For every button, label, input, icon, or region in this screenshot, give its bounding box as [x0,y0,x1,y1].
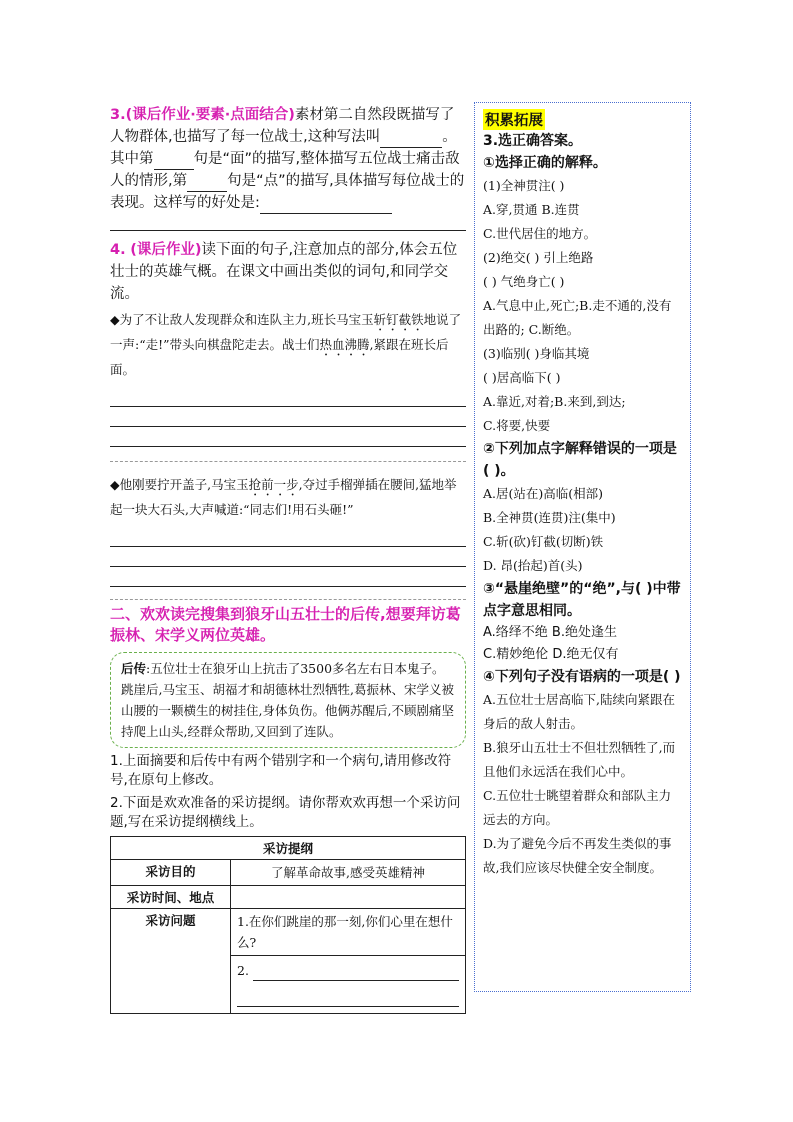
answer-line[interactable] [110,527,466,547]
sq4-option-d: D.为了避免今后不再发生类似的事故,我们应该尽快健全安全制度。 [483,836,672,875]
time-place-value[interactable] [231,886,466,909]
table-title: 采访提纲 [111,837,466,860]
q3-blank-4[interactable] [260,198,392,214]
answer-line[interactable] [110,407,466,427]
sq1-line: A.气息中止,死亡;B.走不通的,没有出路的; C.断绝。 [483,298,672,337]
sq2-option-d: D. 昂(抬起)首(头) [483,558,583,573]
q3-answer-line[interactable] [110,230,466,231]
sq3-options-ab: A.络绎不绝 B.绝处逢生 [483,625,617,640]
q4-example-2 [110,474,466,521]
sq1-line: A.靠近,对着;B.来到,到达; [483,394,626,409]
question-3 [110,104,466,231]
q4-lines-1 [110,387,466,447]
sq1-line: ( ) 气绝身亡( ) [483,274,565,289]
q3-tag: (课后作业·要素·点面结合) [125,107,295,123]
sub-question-4-title: ④下列句子没有语病的一项是( ) [483,669,681,685]
ex1-dotted-b: 热血沸腾 [319,337,370,352]
answer-line[interactable] [110,547,466,567]
q3-text-2: 。其中第 [110,129,457,167]
story-label: 后传 [121,661,147,676]
q4-text: 读下面的句子,注意加点的部分,体会五位壮士的英雄气概。在课文中画出类似的词句,和同学交流。 [110,242,458,302]
q3-number: 3. [110,107,126,123]
q3-text-3: 句是“面”的描写,整体描写五位战士痛击敌人的情形,第 [110,151,460,189]
sq4-option-a: A.五位壮士居高临下,陆续向紧跟在身后的敌人射击。 [483,692,675,731]
task-2: 2.下面是欢欢准备的采访提纲。请你帮欢欢再想一个采访问题,写在采访提纲横线上。 [110,795,461,830]
sq1-line: (3)临别( )身临其境 [483,346,590,361]
q4-lines-2 [110,527,466,587]
q4-number: 4. [110,242,126,258]
sq1-line: (1)全神贯注( ) [483,178,565,193]
sq1-line: ( )居高临下( ) [483,370,561,385]
questions-label: 采访问题 [111,909,231,1014]
divider [110,599,466,600]
sq1-line: (2)绝交( ) 引上绝路 [483,250,594,265]
task-1: 1.上面摘要和后传中有两个错别字和一个病句,请用修改符号,在原句上修改。 [110,753,452,788]
sq1-line: C.世代居住的地方。 [483,226,597,241]
sub-question-3-title: ③“悬崖绝壁”的“绝”,与( )中带点字意思相同。 [483,581,681,619]
q3-blank-1[interactable] [380,132,442,148]
q3-blank-3[interactable] [187,176,227,192]
q3-text-4: 句是“点”的描写,具体描写每位战士的表现。这样写的好处是: [110,173,465,211]
ex2-text-a: ◆他刚要拧开盖子,马宝玉 [110,477,249,492]
sq2-option-a: A.居(站在)高临(相部) [483,486,604,501]
q3-blank-2[interactable] [154,154,194,170]
extension-heading: 3.选正确答案。 [483,133,583,149]
story-text: :五位壮士在狼牙山上抗击了3500多名左右日本鬼子。跳崖后,马宝玉、胡福才和胡德林壮烈牺牲,葛振林、宋学义被山腰的一颗横生的树挂住,身体负伤。他俩苏醒后,不顾剧痛坚持爬上山头,经群众帮助,又回到了连队。 [121,661,454,739]
purpose-label: 采访目的 [111,860,231,886]
extension-box [474,102,691,992]
ex1-dotted-a: 斩钉截铁 [373,312,424,327]
questions-cell [231,909,466,1014]
question-2-line[interactable] [237,987,459,1007]
purpose-value: 了解革命故事,感受英雄精神 [231,860,466,886]
answer-line[interactable] [110,567,466,587]
left-column [110,104,466,1014]
sq1-line: A.穿,贯通 B.连贯 [483,202,580,217]
question-2 [231,956,465,1013]
ex1-text-b: 地说了一声:“走!”带头向棋盘陀走去。战士们 [110,312,462,352]
story-box [110,652,466,748]
answer-line[interactable] [110,387,466,407]
sub-question-1-title: ①选择正确的解释。 [483,155,607,171]
time-place-label: 采访时间、地点 [111,886,231,909]
ex1-text-c: ,紧跟在班长后面。 [110,337,449,377]
q3-text-1: 素材第二自然段既描写了人物群体,也描写了每一位战士,这种写法叫 [110,107,455,145]
sq3-options-cd: C.精妙绝伦 D.绝无仅有 [483,647,619,662]
extension-title: 积累拓展 [483,109,545,130]
q4-tag: (课后作业) [130,242,202,258]
question-4 [110,239,466,305]
ex2-text-b: ,夺过手榴弹插在腰间,猛地举起一块大石头,大声喊道:“同志们!用石头砸!” [110,477,457,517]
question-2-number: 2. [237,963,249,978]
ex1-text-a: ◆为了不让敌人发现群众和连队主力,班长马宝玉 [110,312,374,327]
sub-question-2-title: ②下列加点字解释错误的一项是( )。 [483,441,677,479]
question-2-line[interactable] [253,961,459,981]
section-2-title: 二、欢欢读完搜集到狼牙山五壮士的后传,想要拜访葛振林、宋学义两位英雄。 [110,605,461,644]
sq4-option-b: B.狼牙山五壮士不但壮烈牺牲了,而且他们永远活在我们心中。 [483,740,676,779]
ex2-dotted: 抢前一步 [248,477,299,492]
sq2-option-b: B.全神贯(连贯)注(集中) [483,510,616,525]
interview-outline-table [110,836,466,1014]
divider [110,461,466,462]
question-1: 1.在你们跳崖的那一刻,你们心里在想什么? [231,909,465,956]
sq4-option-c: C.五位壮士眺望着群众和部队主力远去的方向。 [483,788,672,827]
sq1-line: C.将要,快要 [483,418,551,433]
answer-line[interactable] [110,427,466,447]
q4-example-1 [110,309,466,381]
sq2-option-c: C.斩(砍)钉截(切断)铁 [483,534,604,549]
